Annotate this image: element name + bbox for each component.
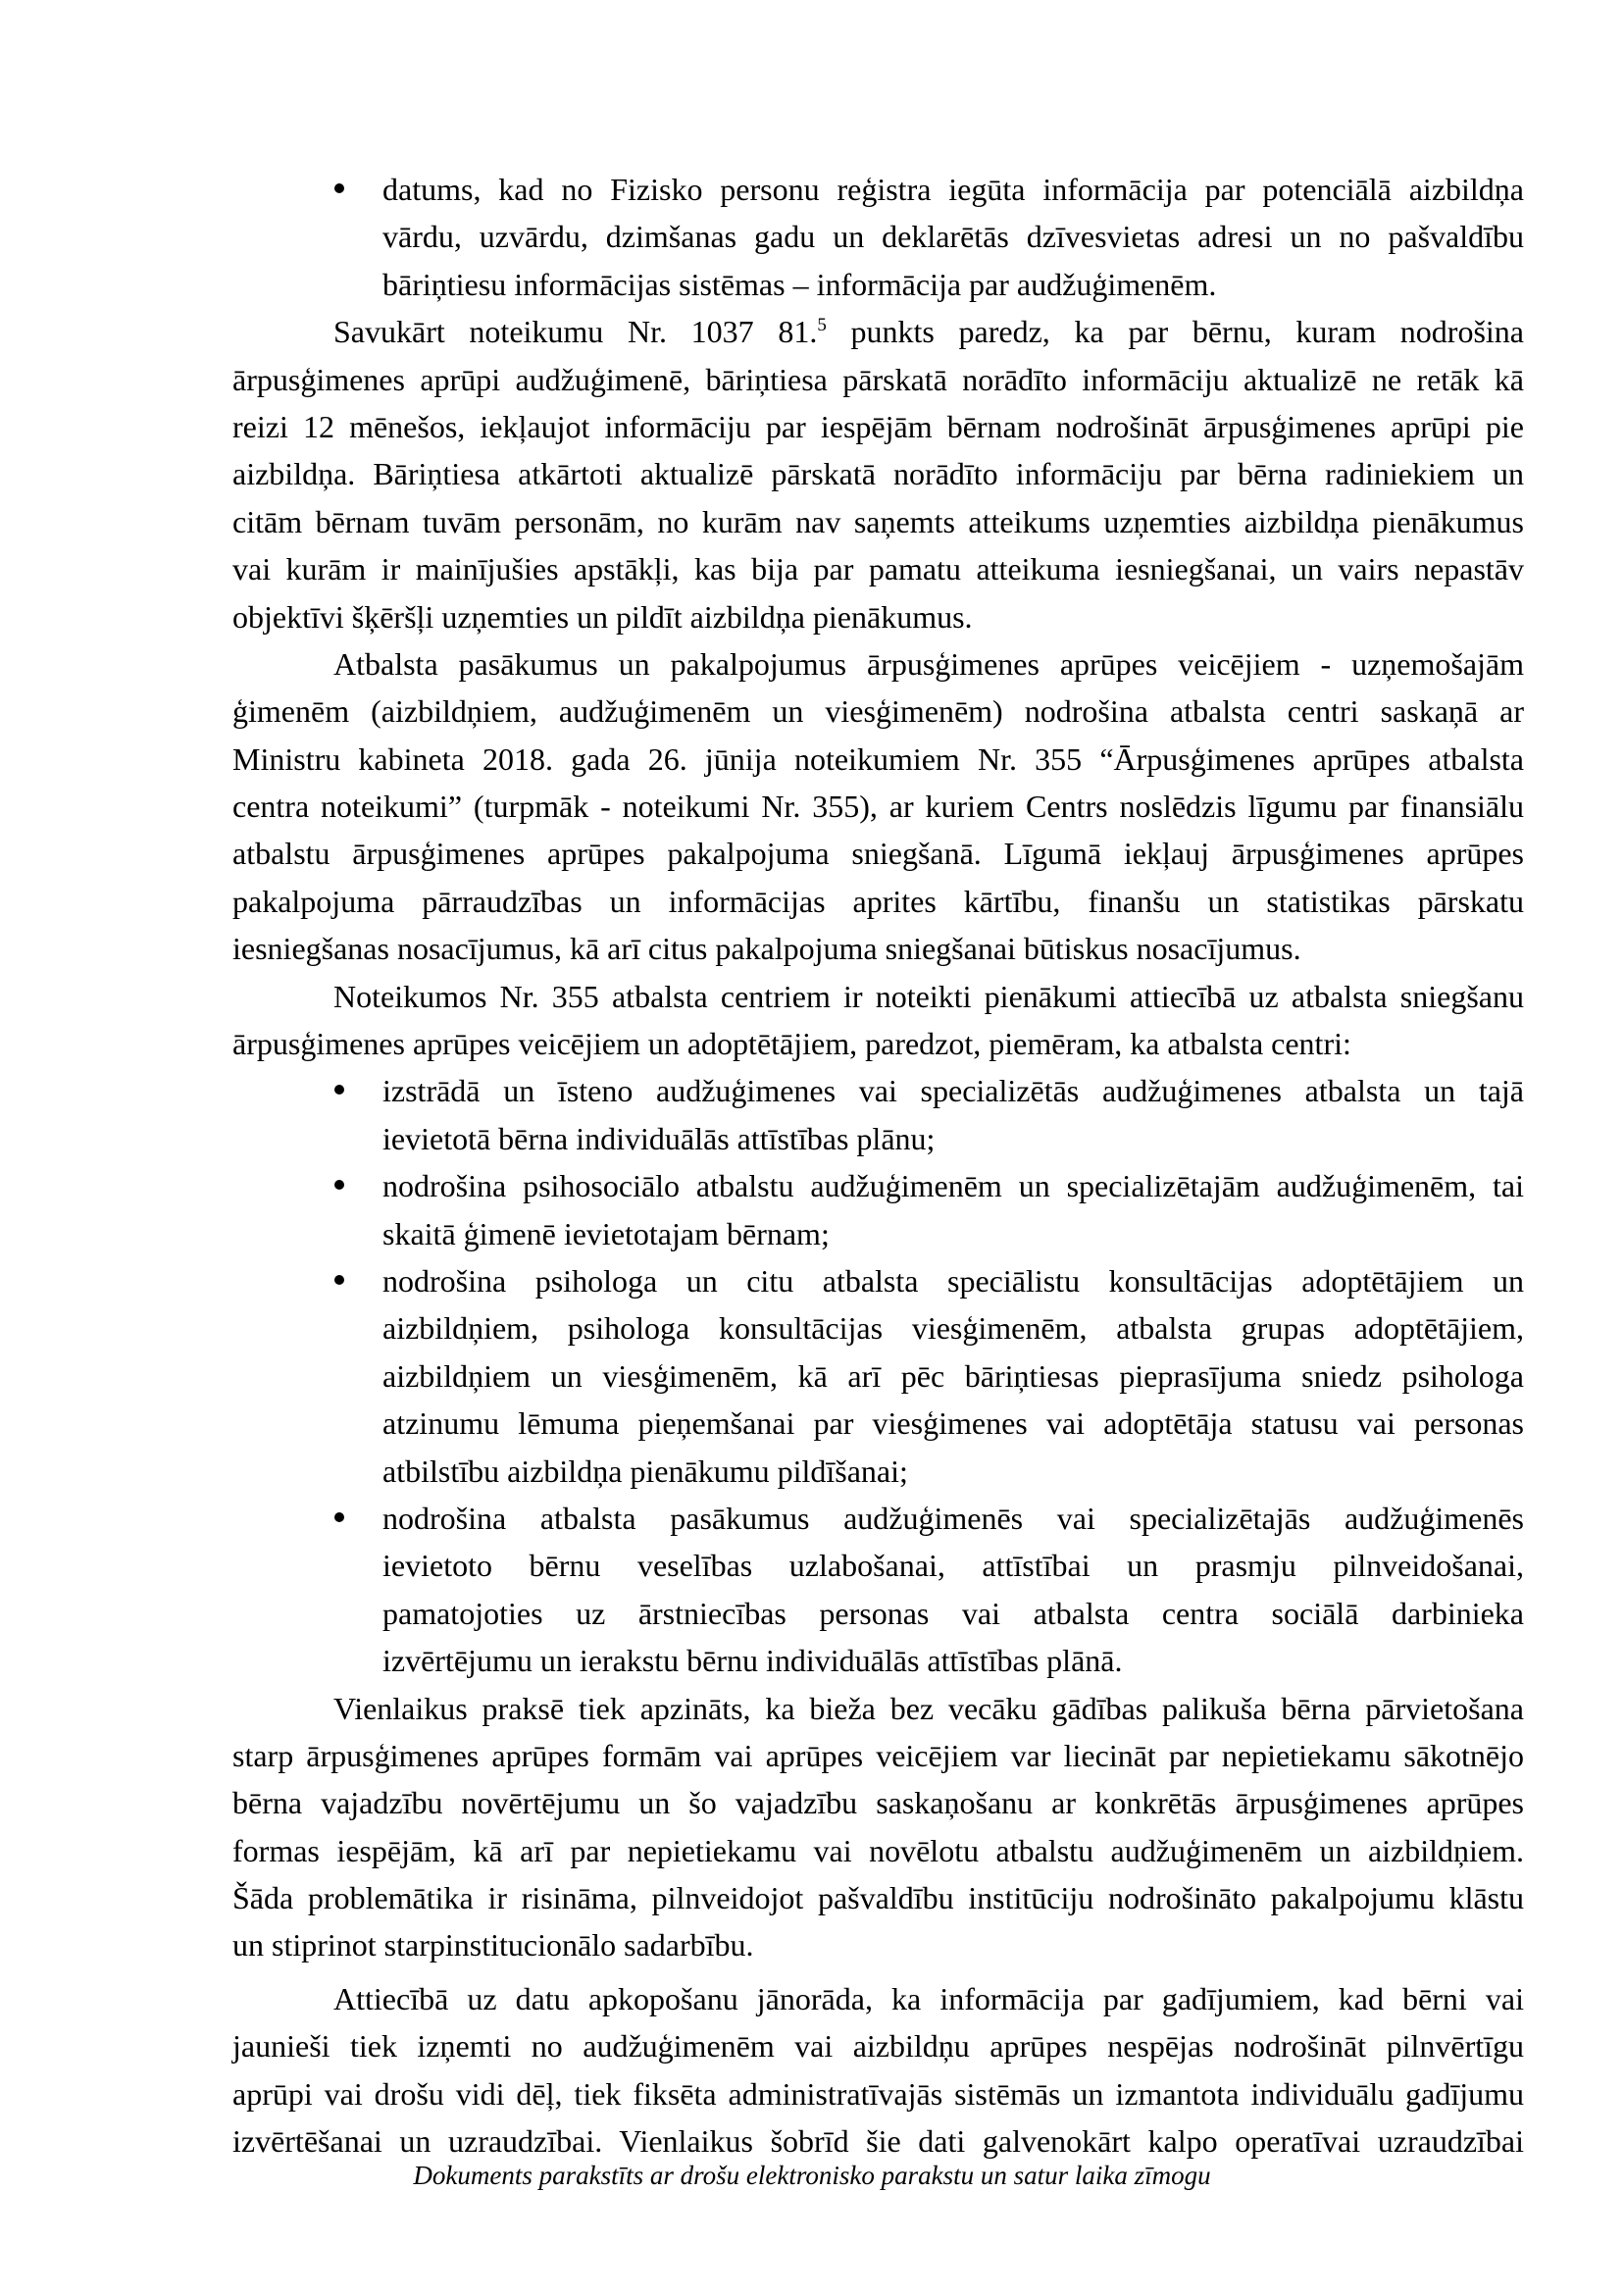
text-line: izvērtēšanai un uzraudzībai. Vienlaikus šobrīd šie dati galvenokārt kalpo operatīvai uzraudzībai [232,2123,1524,2160]
paragraph [232,1685,1524,1969]
text-line: izstrādā un īsteno audžuģimenes vai specializētās audžuģimenes atbalsta un tajā [382,1073,1524,1109]
text-line: bāriņtiesu informācijas sistēmas – informācija par audžuģimenēm. [382,266,1217,302]
text-line: atzinumu lēmuma pieņemšanai par viesģimenes vai adoptētāja statusu vai personas [382,1405,1524,1442]
text-line: citām bērnam tuvām personām, no kurām nav saņemts atteikums uzņemties aizbildņa pienākumus [232,503,1524,539]
text-line: ievietotā bērna individuālās attīstības plānu; [382,1120,936,1156]
text-line: atbilstību aizbildņa pienākumu pildīšanai; [382,1453,908,1489]
text-line: pamatojoties uz ārstniecības personas vai atbalsta centra sociālā darbinieka [382,1595,1524,1631]
bullet-item [232,1067,1524,1162]
paragraph [232,640,1524,973]
text-line: Noteikumos Nr. 355 atbalsta centriem ir noteikti pienākumi attiecībā uz atbalsta sniegšanu [333,978,1524,1014]
bullet-icon [334,1180,344,1190]
text-line: aprūpi vai drošu vidi dēļ, tiek fiksēta administratīvajās sistēmās un izmantota individuālu gadījumu [232,2075,1524,2112]
text-line: datums, kad no Fizisko personu reģistra iegūta informācija par potenciālā aizbildņa [382,172,1524,207]
text-line: ārpusģimenes aprūpi audžuģimenē, bāriņtiesa pārskatā norādīto informāciju aktualizē ne retāk kā [232,361,1524,397]
text-line: centra noteikumi” (turpmāk - noteikumi Nr. 355), ar kuriem Centrs noslēdzis līgumu par finansiālu [232,789,1524,825]
text-line: ievietoto bērnu veselības uzlabošanai, attīstībai un prasmju pilnveidošanai, [382,1548,1524,1584]
bullet-icon [334,1085,344,1095]
bullet-item [232,166,1524,308]
signature-footer: Dokuments parakstīts ar drošu elektronisko parakstu un satur laika zīmogu [413,2161,1211,2190]
text-line: Šāda problemātika ir risināma, pilnveidojot pašvaldību institūciju nodrošināto pakalpojumu klāstu [232,1880,1524,1916]
text-line: nodrošina atbalsta pasākumus audžuģimenēs vai specializētajās audžuģimenēs [382,1500,1524,1536]
text-line: pakalpojuma pārraudzības un informācijas aprites kārtību, finanšu un statistikas pārskatu [232,883,1524,919]
text-segment: punkts paredz, ka par bērnu, kuram nodrošina [826,314,1524,350]
text-line: Vienlaikus praksē tiek apzināts, ka bieža bez vecāku gādības palikuša bērna pārvietošana [333,1690,1524,1726]
text-line: vai kurām ir mainījušies apstākļi, kas bija par pamatu atteikuma iesniegšanai, un vairs nepastāv [232,551,1524,587]
text-line: ģimenēm (aizbildņiem, audžuģimenēm un viesģimenēm) nodrošina atbalsta centri saskaņā ar [232,693,1524,730]
bullet-icon [334,1275,344,1285]
bullet-icon [334,183,344,193]
text-line: Atbalsta pasākumus un pakalpojumus ārpusģimenes aprūpes veicējiem - uzņemošajām [333,645,1524,682]
document-body [232,166,1524,2165]
paragraph [232,973,1524,1068]
paragraph [232,1975,1524,2166]
text-line: formas iespējām, kā arī par nepietiekamu vai novēlotu atbalstu audžuģimenēm un aizbildņiem. [232,1832,1524,1868]
bullet-item [232,1162,1524,1257]
text-line: nodrošina psihologa un citu atbalsta speciālistu konsultācijas adoptētājiem un [382,1262,1524,1299]
text-line: ārpusģimenes aprūpes veicējiem un adoptētājiem, paredzot, piemēram, ka atbalsta centri: [232,1026,1351,1062]
text-line: objektīvi šķēršļi uzņemties un pildīt aizbildņa pienākumus. [232,598,973,635]
text-line: Ministru kabineta 2018. gada 26. jūnija noteikumiem Nr. 355 “Ārpusģimenes aprūpes atbalsta [232,740,1524,777]
text-line: un stiprinot starpinstitucionālo sadarbību. [232,1927,754,1963]
text-line: vārdu, uzvārdu, dzimšanas gadu un deklarētās dzīvesvietas adresi un no pašvaldību [382,219,1524,255]
text-line: reizi 12 mēnešos, iekļaujot informāciju par iespējām bērnam nodrošināt ārpusģimenes aprūpi pie [232,408,1524,444]
text-line [232,308,1524,355]
paragraph [232,308,1524,640]
footnote-superscript: 5 [817,315,827,336]
text-line: izvērtējumu un ierakstu bērnu individuālās attīstības plānā. [382,1643,1123,1679]
bullet-icon [334,1512,344,1522]
text-line: iesniegšanas nosacījumus, kā arī citus pakalpojuma sniegšanai būtiskus nosacījumus. [232,931,1301,967]
text-line: skaitā ģimenē ievietotajam bērnam; [382,1215,830,1251]
text-line: bērna vajadzību novērtējumu un šo vajadzību saskaņošanu ar konkrētās ārpusģimenes aprūpes [232,1785,1524,1821]
text-line: aizbildņiem un viesģimenēm, kā arī pēc bāriņtiesas pieprasījuma sniedz psihologa [382,1357,1524,1394]
text-line: starp ārpusģimenes aprūpes formām vai aprūpes veicējiem var liecināt par nepietiekamu sākotnējo [232,1737,1524,1773]
text-line: aizbildņa. Bāriņtiesa atkārtoti aktualizē pārskatā norādīto informāciju par bērna radiniekiem un [232,456,1524,492]
bullet-item [232,1495,1524,1685]
text-line: nodrošina psihosociālo atbalstu audžuģimenēm un specializētajām audžuģimenēm, tai [382,1168,1524,1204]
text-segment: Savukārt noteikumu Nr. 1037 81. [333,314,818,350]
bullet-item [232,1257,1524,1495]
text-line: Attiecībā uz datu apkopošanu jānorāda, ka informācija par gadījumiem, kad bērni vai [333,1980,1524,2016]
text-line: jaunieši tiek izņemti no audžuģimenēm vai aizbildņu aprūpes nespējas nodrošināt pilnvērtīgu [232,2028,1524,2065]
text-line: atbalstu ārpusģimenes aprūpes pakalpojuma sniegšanā. Līgumā iekļauj ārpusģimenes aprūpes [232,836,1524,872]
text-line: aizbildņiem, psihologa konsultācijas viesģimenēm, atbalsta grupas adoptētājiem, [382,1310,1524,1347]
